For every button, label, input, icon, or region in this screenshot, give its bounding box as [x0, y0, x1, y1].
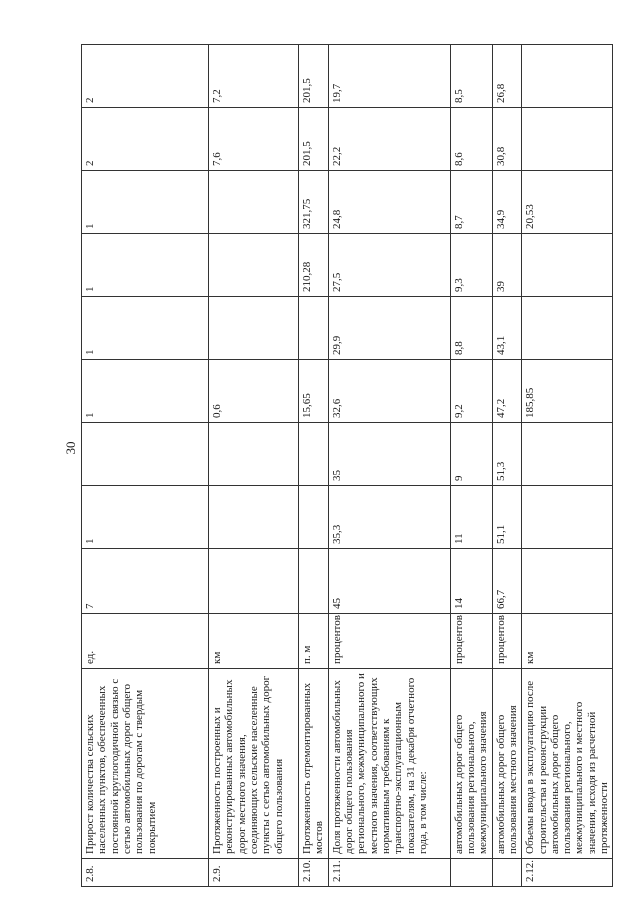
indicator-name: Объемы ввода в эксплуатацию после строительства и реконструкции автомобильных дорог общего пользования регионального, межмуниципального и местного значения, исходя из расчетной протяженности [522, 669, 613, 859]
value-cell: 30,8 [492, 108, 522, 171]
value-cell: 9,3 [450, 234, 492, 297]
value-cell [522, 423, 613, 486]
indicator-name: автомобильных дорог общего пользования местного значения [492, 669, 522, 859]
value-cell: 185,85 [522, 360, 613, 423]
value-cell [209, 234, 299, 297]
value-cell: 51,1 [492, 486, 522, 549]
table-row-2-9 [209, 0, 299, 887]
row-number: 2.11. [328, 859, 450, 887]
row-number: 2.9. [209, 859, 299, 887]
value-cell: 45 [328, 549, 450, 614]
value-cell: 9 [450, 423, 492, 486]
unit-cell: км [209, 614, 299, 669]
value-cell: 7,2 [209, 45, 299, 108]
value-cell: 35 [328, 423, 450, 486]
row-number: 2.8. [82, 859, 209, 887]
value-cell: 1 [82, 486, 209, 549]
value-cell: 201,5 [299, 45, 329, 108]
row-number: 2.12. [522, 859, 613, 887]
value-cell: 2 [82, 108, 209, 171]
table-row-2-11 [328, 0, 450, 887]
value-cell: 321,75 [299, 171, 329, 234]
value-cell: 1 [82, 171, 209, 234]
unit-cell: процентов [492, 614, 522, 669]
row-number: 2.10. [299, 859, 329, 887]
indicator-name: Прирост количества сельских населенных пунктов, обеспеченных постоянной круглогодичной связью с сетью автомобильных дорог общего пользования по дорогам с твердым покрытием [82, 669, 209, 859]
unit-cell: км [522, 614, 613, 669]
value-cell: 34,9 [492, 171, 522, 234]
value-cell: 66,7 [492, 549, 522, 614]
unit-cell: п. м [299, 614, 329, 669]
table-row-2-12 [522, 0, 613, 887]
value-cell: 32,6 [328, 360, 450, 423]
table-row-2-11-regional [450, 0, 492, 887]
value-cell: 39 [492, 234, 522, 297]
value-cell [209, 549, 299, 614]
value-cell: 7,6 [209, 108, 299, 171]
value-cell: 9,2 [450, 360, 492, 423]
value-cell: 29,9 [328, 297, 450, 360]
value-cell [209, 297, 299, 360]
value-cell [299, 486, 329, 549]
indicator-name: Доля протяженности автомобильных дорог общего пользования регионального, межмуниципального и местного значения, соответствующих нормативным требованиям к транспортно-эксплуатационным показателям, на 31 декабря отчетного года, в том числе: [328, 669, 450, 859]
value-cell [299, 423, 329, 486]
value-cell: 201,5 [299, 108, 329, 171]
rotated-page-content [81, 42, 611, 887]
row-number [450, 859, 492, 887]
value-cell: 43,1 [492, 297, 522, 360]
value-cell [209, 171, 299, 234]
value-cell: 8,5 [450, 45, 492, 108]
value-cell: 8,7 [450, 171, 492, 234]
value-cell: 7 [82, 549, 209, 614]
value-cell: 11 [450, 486, 492, 549]
table-row-2-10 [299, 0, 329, 887]
value-cell: 1 [82, 360, 209, 423]
value-cell: 210,28 [299, 234, 329, 297]
value-cell [522, 486, 613, 549]
value-cell: 8,8 [450, 297, 492, 360]
value-cell: 14 [450, 549, 492, 614]
indicators-table [81, 0, 613, 887]
indicator-name: Протяженность построенных и реконструированных автомобильных дорог местного значения, соединяющих сельские населенные пункты с сетью автомобильных дорог общего пользования [209, 669, 299, 859]
value-cell: 27,5 [328, 234, 450, 297]
value-cell [522, 108, 613, 171]
value-cell [209, 423, 299, 486]
page-number: 30 [63, 441, 78, 455]
value-cell [522, 549, 613, 614]
value-cell: 20,53 [522, 171, 613, 234]
value-cell: 1 [82, 297, 209, 360]
unit-cell: ед. [82, 614, 209, 669]
row-number [492, 859, 522, 887]
value-cell [299, 549, 329, 614]
value-cell [522, 45, 613, 108]
unit-cell: процентов [450, 614, 492, 669]
table-row-2-11-local [492, 0, 522, 887]
value-cell: 15,65 [299, 360, 329, 423]
indicator-name: Протяженность отремонтированных мостов [299, 669, 329, 859]
value-cell: 26,8 [492, 45, 522, 108]
value-cell [82, 423, 209, 486]
value-cell: 1 [82, 234, 209, 297]
table-row-2-8 [82, 0, 209, 887]
value-cell: 47,2 [492, 360, 522, 423]
value-cell [522, 234, 613, 297]
value-cell [522, 297, 613, 360]
value-cell: 0,6 [209, 360, 299, 423]
value-cell: 2 [82, 45, 209, 108]
unit-cell: процентов [328, 614, 450, 669]
value-cell [209, 486, 299, 549]
value-cell: 51,3 [492, 423, 522, 486]
document-table-frame [81, 42, 611, 887]
value-cell: 8,6 [450, 108, 492, 171]
indicator-name: автомобильных дорог общего пользования регионального, межмуниципального значения [450, 669, 492, 859]
value-cell: 22,2 [328, 108, 450, 171]
value-cell: 35,3 [328, 486, 450, 549]
value-cell: 19,7 [328, 45, 450, 108]
value-cell: 24,8 [328, 171, 450, 234]
value-cell [299, 297, 329, 360]
